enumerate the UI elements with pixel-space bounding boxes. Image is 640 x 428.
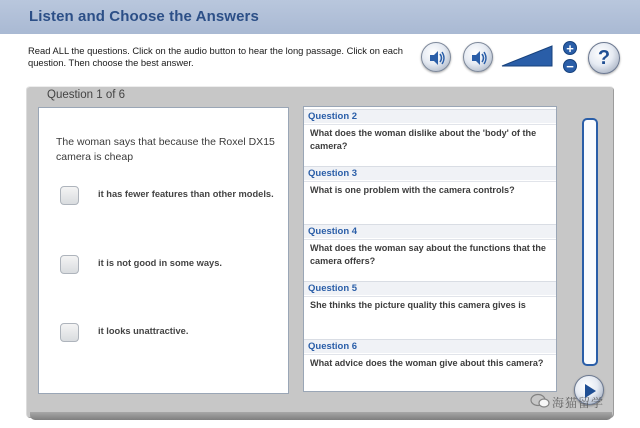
volume-level-indicator[interactable] — [500, 44, 556, 68]
question-counter: Question 1 of 6 — [47, 89, 125, 101]
question-list-text[interactable]: What is one problem with the camera controls? — [304, 181, 556, 221]
question-list-item-2[interactable]: Question 2 — [304, 109, 556, 123]
answer-label: it has fewer features than other models. — [98, 189, 274, 199]
question-list-scrollbar[interactable] — [582, 118, 598, 366]
answer-option[interactable] — [60, 186, 285, 220]
answer-label: it looks unattractive. — [98, 326, 189, 336]
title-bar — [0, 0, 640, 34]
panel-bottom-edge — [30, 412, 612, 420]
question-text: The woman says that because the Roxel DX15 camera is cheap — [56, 136, 275, 163]
answer-checkbox[interactable] — [60, 323, 79, 342]
question-list-item-6[interactable]: Question 6 — [304, 339, 556, 353]
question-list-item-4[interactable]: Question 4 — [304, 224, 556, 238]
answer-option[interactable] — [60, 255, 285, 289]
help-button[interactable]: ? — [588, 42, 620, 74]
question-list-item-5[interactable]: Question 5 — [304, 281, 556, 295]
audio-play-button[interactable] — [421, 42, 451, 72]
question-list — [303, 106, 557, 392]
question-list-item-3[interactable]: Question 3 — [304, 166, 556, 180]
answer-checkbox[interactable] — [60, 255, 79, 274]
question-list-text[interactable]: What does the woman say about the functions that the camera offers? — [304, 239, 556, 279]
speaker-icon — [428, 49, 446, 67]
current-question-card — [38, 107, 289, 394]
question-list-text[interactable]: What does the woman dislike about the 'body' of the camera? — [304, 124, 556, 163]
answer-option[interactable] — [60, 323, 285, 357]
audio-replay-button[interactable] — [463, 42, 493, 72]
wechat-icon — [530, 393, 550, 409]
page-title: Listen and Choose the Answers — [29, 8, 259, 25]
question-list-text[interactable]: What advice does the woman give about this camera? — [304, 354, 556, 391]
answer-checkbox[interactable] — [60, 186, 79, 205]
watermark-text: 海猫留学 — [552, 396, 605, 410]
watermark — [528, 391, 632, 411]
instructions-text: Read ALL the questions. Click on the audio button to hear the long passage. Click on each question. Then choose the best answer. — [28, 45, 403, 68]
volume-up-button[interactable]: + — [563, 41, 577, 55]
volume-down-button[interactable]: − — [563, 59, 577, 73]
answer-label: it is not good in some ways. — [98, 258, 222, 268]
speaker-icon — [470, 49, 488, 67]
question-list-text[interactable]: She thinks the picture quality this camera gives is — [304, 296, 556, 338]
